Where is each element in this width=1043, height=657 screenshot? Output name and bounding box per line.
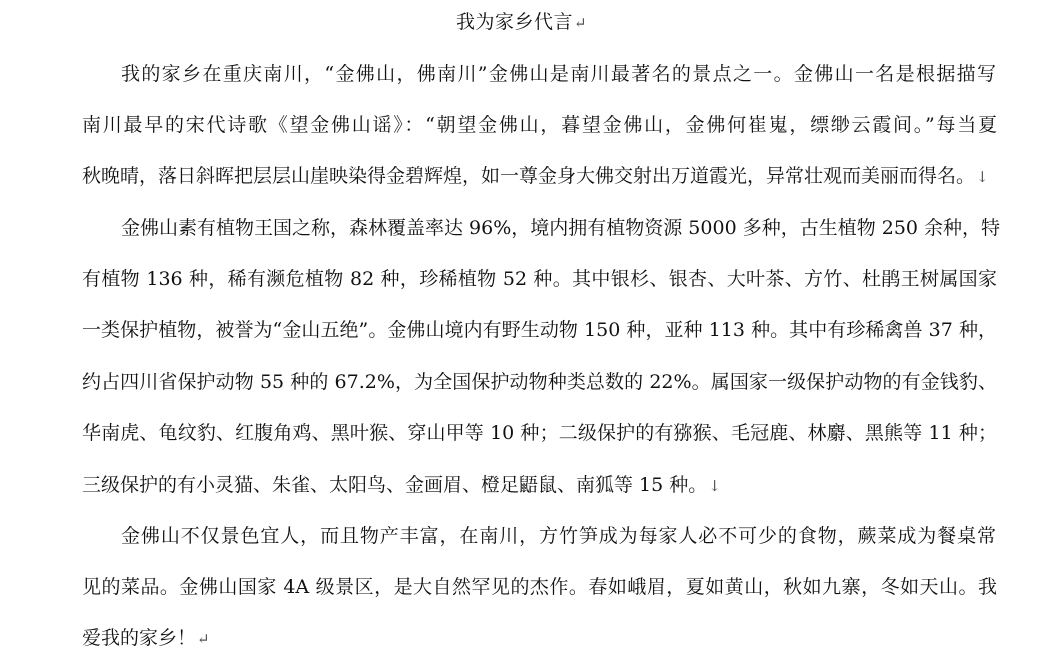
- text-line: 爱我的家乡！↵: [82, 627, 210, 649]
- text-line: 三级保护的有小灵猫、朱雀、太阳鸟、金画眉、橙足鼯鼠、南狐等 15 种。↓: [82, 474, 721, 496]
- text-line: 一类保护植物，被誉为“金山五绝”。金佛山境内有野生动物 150 种，亚种 113 种。其中有珍稀禽兽 37 种，: [82, 319, 997, 341]
- paragraph-mark-icon: ↵: [573, 14, 588, 32]
- line-break-mark-icon: ↓: [708, 477, 721, 495]
- text-line: 华南虎、龟纹豹、红腹角鸡、黑叶猴、穿山甲等 10 种；二级保护的有猕猴、毛冠鹿、林麝、黑熊等 11 种；: [82, 422, 997, 444]
- text-line: 金佛山素有植物王国之称，森林覆盖率达 96%，境内拥有植物资源 5000 多种，古生植物 250 余种，特: [121, 217, 1001, 239]
- text-line: 有植物 136 种，稀有濒危植物 82 种，珍稀植物 52 种。其中银杉、银杏、大叶茶、方竹、杜鹃王树属国家: [82, 268, 997, 290]
- document-title: 我为家乡代言↵: [455, 11, 588, 33]
- text-line: 金佛山不仅景色宜人，而且物产丰富，在南川，方竹笋成为每家人必不可少的食物，蕨菜成为餐桌常: [121, 525, 996, 547]
- text-line: 秋晚晴，落日斜晖把层层山崖映染得金碧辉煌，如一尊金身大佛交射出万道霞光，异常壮观而美丽而得名。↓: [82, 165, 989, 187]
- text-line: 南川最早的宋代诗歌《望金佛山谣》：“朝望金佛山，暮望金佛山，金佛何崔嵬，缥缈云霞间。”每当夏: [82, 114, 997, 136]
- paragraph-mark-icon: ↵: [197, 630, 210, 648]
- line-break-mark-icon: ↓: [976, 168, 989, 186]
- text-line: 见的菜品。金佛山国家 4A 级景区，是大自然罕见的杰作。春如峨眉，夏如黄山，秋如九寨，冬如天山。我: [82, 576, 997, 598]
- text-line: 我的家乡在重庆南川，“金佛山，佛南川”金佛山是南川最著名的景点之一。金佛山一名是根据描写: [121, 63, 996, 85]
- text-line: 约占四川省保护动物 55 种的 67.2%，为全国保护动物种类总数的 22%。属国家一级保护动物的有金钱豹、: [82, 371, 997, 393]
